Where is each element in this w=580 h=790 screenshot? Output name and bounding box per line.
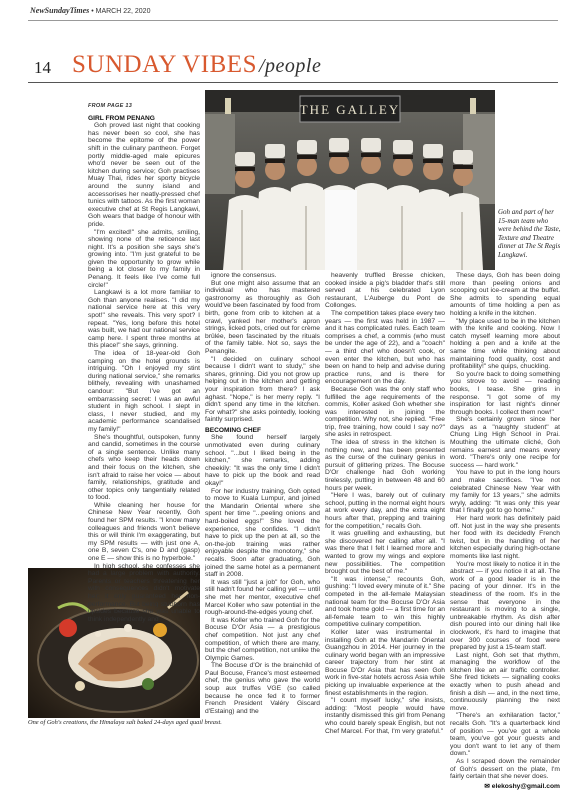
team-photo-caption: Goh and part of her 15-man team who were behind the Taste, Texture and Theatre dinner at The St Regis Langkawi.	[498, 208, 561, 259]
article-paragraph: "I decided on culinary school because I didn't want to study," she shares, grinning. Did you not grow up helping out in the kitchen and getting your inspiration from there? I ask aghast. "Nope," is her merry reply. "I didn't spend any time in the kitchen. For what?" she asks pointedly, looking faintly surprised.	[205, 355, 320, 424]
article-paragraph: You have to put in the long hours and make sacrifices. "I've not celebrated Chinese New Year with my family for 13 years," she admits wryly, adding: "It was only this year that I finally got to go home."	[450, 469, 560, 515]
article-paragraph: It was gruelling and exhausting, but she discovered her calling after all. "I was there that I felt I learned more and wanted to grow my wings and explore new possibilities. The competition brought out the best of me."	[325, 530, 445, 576]
article-paragraph: "Here I was, barely out of culinary school, putting in the normal eight hours at work every day, and the extra eight hours after that, prepping and training for the competition," recalls Goh.	[325, 492, 445, 530]
article-paragraph: You're most likely to notice it in the abstract — if you notice it at all. The work of a good leader is in the pacing of your dinner. It's in the steadiness of the room. It's in the sense that everyone in the restaurant is moving to a single, unbreakable rhythm. As dish after dish poured into our dining hall like clockwork, it's hard to imagine that over 300 courses of food were prepared by just a 15-team staff.	[450, 560, 560, 652]
article-paragraph: heavenly truffled Bresse chicken, cooked inside a pig's bladder that's still served at his celebrated Lyon restaurant, L'Auberge du Pont de Collonges.	[325, 272, 445, 310]
article-column-1	[88, 103, 200, 623]
article-paragraph: "I'm excited!" she admits, smiling, showing none of the reticence last night. It's a position she says she's growing into. "I'm just grateful to be given the opportunity to grow while being a lot closer to my family in Penang. It feels like I've come full circle!"	[88, 228, 200, 289]
publication-name: NewSundayTimes	[30, 6, 90, 15]
article-paragraph: In high school, she confesses she had a large problem with authority. Parents or teachers threatening her with consequences didn't motivate her; it only guaranteed her non-performance. But being stubborn has upsides because she was unable to think independently and	[88, 562, 200, 623]
masthead	[30, 6, 560, 20]
section-subtitle: /people	[258, 55, 322, 77]
page-number: 14	[34, 58, 51, 77]
article-column-4	[450, 272, 560, 790]
article-paragraph: So you're back to doing something you strove to avoid — reading books, I tease. She grins in response. "I got some of my inspiration for last night's dinner through books. I collect them now!"	[450, 370, 560, 416]
team-photo	[205, 90, 495, 270]
article-subhead: GIRL FROM PENANG	[88, 114, 155, 122]
article-paragraph: Koller later was instrumental in installing Goh at the Mandarin Oriental Guangzhou in 2014. Her journey in the culinary world began with an impressive career trajectory from her stint at Bocuse D'Or Asia that has seen Goh work in five-star hotels across Asia while picking up invaluable experience at the finest establishments in the region.	[325, 628, 445, 697]
article-paragraph: ignore the consensus.	[211, 272, 277, 279]
article-paragraph: These days, Goh has been doing more than peeling onions and scooping out ice-cream at the buffet. She admits to spending equal amounts of time holding a pen as holding a knife in the kitchen.	[450, 272, 560, 317]
article-paragraph: She found herself largely unmotivated even during culinary school. "...but I liked being in the kitchen," she remarks, adding cheekily: "It was the only time I didn't have to pick up the book and read okay!"	[205, 434, 320, 488]
section-title	[72, 51, 321, 79]
galley-sign: THE GALLEY	[299, 102, 401, 117]
article-paragraph: Because Goh was the only staff who fulfilled the age requirements of the commis, Koller asked Goh whether she was interested in joining the competition. Why not, she replied. "Free trip, free training, how could I say no?" she asks in retrospect.	[325, 385, 445, 439]
article-paragraph: The Bocuse d'Or is the brainchild of Paul Bocuse, France's most esteemed chef, the genius who gave the world soup aux truffes VGE (so called because he once fed it to former French President Valéry Giscard d'Estaing) and the	[205, 662, 320, 715]
header-rule	[28, 82, 558, 83]
section-title-main: SUNDAY VIBES	[72, 51, 257, 78]
article-paragraph: As I scraped down the remainder of Goh's dessert on the plate, I'm fairly certain that she never does.	[450, 758, 560, 781]
article-paragraph: It was Koller who trained Goh for the Bocuse D'Or Asia — a prestigious chef competition. Not just any chef competition, of which there are many, but the chef competition, not unlike the Olympic Games.	[205, 616, 320, 662]
article-paragraph: She's certainly grown since her days as a "naughty student" at Chung Ling High School in Prai. Mouthing the ultimate cliché, Goh remains earnest and means every word. "There's only one recipe for success — hard work."	[450, 416, 560, 469]
article-paragraph: "It was intense," recounts Goh, gushing: "I loved every minute of it." She competed in the all-female Malaysian national team for the Bocuse D'Or Asia and took home gold — a first time for an all-female team to win this highly competitive culinary competition.	[325, 575, 445, 629]
article-paragraph: Last night, Goh set that rhythm, managing the workflow of the kitchen like an air traffic controller. She fired tickets — signalling cooks exactly when to push ahead and finish a dish — and, in the next time, continuously planning the next move.	[450, 651, 560, 712]
article-paragraph: "There's an exhilaration factor," recalls Goh. "It's a quarterback kind of position — you've got a whole team, you've got your guests and you don't want to let any of them down."	[450, 712, 560, 758]
article-subhead: BECOMING CHEF	[205, 426, 262, 434]
article-paragraph: While cleaning her house for Chinese New Year recently, Goh found her SPM results. "I know many colleagues and friends won't believe this or will think I'm exaggerating, but my SPM results — with just one A, one B, seven C's, one D and (gasp) one E — show this is no hyperbole."	[88, 501, 200, 563]
article-column-3	[325, 272, 445, 735]
author-email-byline: ✉ elekoshy@gmail.com	[484, 782, 560, 790]
article-paragraph: "My place used to be in the kitchen with the knife and cooking. Now I catch myself learning more about holding a pen and a knife at the same time while thinking about maintaining food quality, cost and profitability!" she quips, chuckling.	[450, 317, 560, 371]
article-paragraph: Goh proved last night that cooking has never been so cool, she has become the epitome of the power shift in the culinary pantheon. Forget portly middle-aged male epicures who'd never be seen out of the kitchen during service; Goh practises Muay Thai, rides her sporty bicycle around the sunny island and accessorises her neatly-pressed chef tunics with tattoos. As the first woman executive chef at St Regis Langkawi, Goh wears that badge of honour with pride.	[88, 122, 200, 228]
article-paragraph: The idea of 18-year-old Goh camping on the hotel grounds is intriguing. "Oh I enjoyed my stint during national service," she remarks blithely, revealing with unashamed candour: "But I've got an embarrassing secret: I was an awful student in high school. I slept in class, I never studied, and my academic performance scandalised my family!"	[88, 350, 200, 433]
issue-date: • MARCH 22, 2020	[91, 8, 151, 15]
article-paragraph: The competition takes place every two years — the first was held in 1987 — and it has complicated rules. Each team comprises a chef, a commis (who must be under the age of 22), and a "coach" — a third chef who doesn't cook, or even enter the kitchen, but who has been on hand to help and advise during practice runs, and is there for encouragement on the day.	[325, 309, 445, 386]
article-column-2	[205, 272, 320, 717]
article-paragraph: But one might also assume that an individual who has mastered gastronomy as thoroughly as Goh would've been fascinated by food from birth, gone from crib to kitchen at a crawl, yanked her mother's apron strings, licked pots, cried out for crème brûlée, been fascinated by the rituals of the family table. Not so, says the Penangite.	[205, 279, 320, 355]
dish-photo-caption: One of Goh's creations, the Himalaya salt baked 24-days aged quail breast.	[28, 719, 222, 726]
article-paragraph: Her hard work has definitely paid off. Not just in the way she presents her food with its decidedly French twist, but in the handling of her kitchen especially during high-octane moments like last night.	[450, 515, 560, 560]
top-rule	[28, 20, 558, 21]
article-paragraph: "I count myself lucky," she insists, adding: "Most people would have instantly dismissed this girl from Penang who could barely speak English, but not Chef Marcel. For that, I'm very grateful."	[325, 697, 445, 735]
article-paragraph: For her industry training, Goh opted to move to Kuala Lumpur, and joined the Mandarin Oriental where she spent her time "...peeling onions and hard-boiled eggs!" She loved the experience, she confides. "I didn't have to pick up the pen at all, so the on-the-job training was rather enjoyable despite the monotony," she recalls. Soon after graduating, Goh joined the same hotel as a permanent staff in 2008.	[205, 487, 320, 579]
article-paragraph: The idea of stress in the kitchen is nothing new, and has been presented as the curse of the culinary genius in pursuit of glittering prizes. The Bocuse D'Or challenge had Goh working tirelessly, putting in between 48 and 60 hours per week.	[325, 439, 445, 492]
article-paragraph: It was still "just a job" for Goh, who still hadn't found her calling yet — until she met her mentor, executive chef Marcel Koller who saw potential in the rough-around-the-edges young chef.	[205, 578, 320, 617]
article-paragraph: Langkawi is a lot more familiar to Goh than anyone realises. "I did my national service here at this very spot!" she reveals. This very spot? I repeat. "Yes, long before this hotel was built, we had our national service camp here. I spent three months at this place!" she says, grinning.	[88, 289, 200, 350]
article-paragraph: She's thoughtful, outspoken, funny and candid, sometimes in the course of a single sentence. Unlike many chefs who keep their heads down and their focus on the kitchen, she isn't afraid to raise her voice — about family, relationships, gratitude and other topics only tangentially related to food.	[88, 433, 200, 502]
continued-from-kicker: FROM PAGE 13	[88, 103, 133, 109]
